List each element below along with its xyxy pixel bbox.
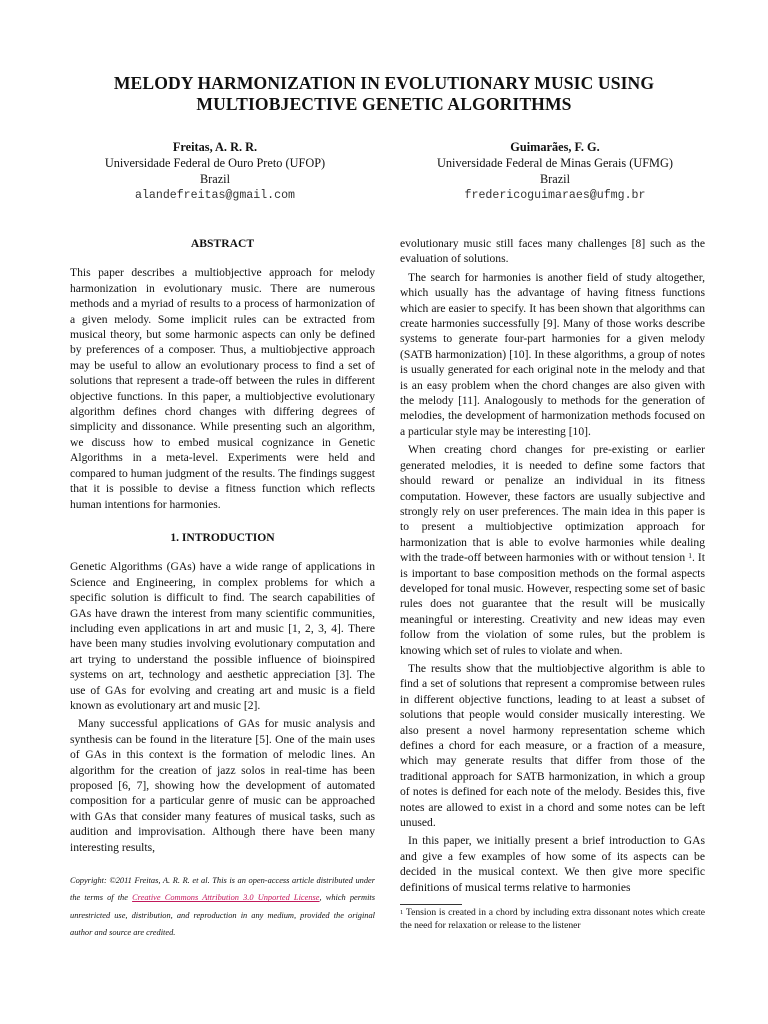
intro-paragraph-1: Genetic Algorithms (GAs) have a wide range of applications in Science and Engineering, in complex problems for which a specific solution is difficult to find. The search capabilities of GAs have drawn the interest from many scientific communities, including even applications in art and music [1, 2, 3, 4]. There have been many studies involving evolutionary computation and art trying to understand the possible influence of bioinspired systems on art, technology and aesthetic appreciation [3]. The use of GAs for evolving and creating art and music is a field known as evolutionary art and music [2]. <box>70 560 375 712</box>
author-name: Freitas, A. R. R. <box>172 140 258 154</box>
copyright-prefix: Copyright: ©2011 Freitas, A. R. R. et al. This is an open-access article distributed under the terms of the <box>70 876 375 903</box>
body-paragraph-3-part-b: . It is important to base composition methods on the formal aspects developed for tonal music. However, respecting some set of basic rules does not guarantee that the result will be musically meaningful or interesting. Creativity and new ideas may even follow from the violation of some rules, but the problem is knowing which set of rules to violate and when. <box>400 551 705 657</box>
author-affiliation: Universidade Federal de Minas Gerais (UFMG) <box>437 156 673 171</box>
copyright-notice <box>70 872 375 942</box>
author-block-1 <box>70 139 360 204</box>
author-email: alandefreitas@gmail.com <box>134 188 296 202</box>
body-paragraph-5: In this paper, we initially present a brief introduction to GAs and give a few examples of how some of its aspects can be decided in the musical context. We then give more specific definitions of musical terms relative to harmonies <box>400 834 705 894</box>
footnote-reference[interactable]: 1 <box>688 551 692 561</box>
author-affiliation: Universidade Federal de Ouro Preto (UFOP) <box>104 156 326 171</box>
author-country: Brazil <box>539 172 571 187</box>
body-paragraph-2: The search for harmonies is another field of study altogether, which usually has the advantage of having fitness functions which are easier to specify. It has been shown that algorithms can create harmonies successfully [9]. Many of those works describe systems to generate four-part harmonies for a given melody (SATB harmonization) [10]. In these algorithms, a group of notes is usually generated for each original note in the melody and that is an easy problem when the chord changes are also given with the melody [11]. Analogously to methods for the generation of melodies, the development of harmonization methods focused on a particular style may be interesting [10]. <box>400 270 705 438</box>
author-country: Brazil <box>199 172 231 187</box>
footnote <box>400 907 705 932</box>
abstract-text: This paper describes a multiobjective approach for melody harmonization in evolutionary music. There are numerous methods and a myriad of results to a process of harmonization of a given melody. Some implicit rules can be extracted from musical theory, but some harmonic aspects can only be defined by preferences of a composer. Thus, a multiobjective approach may be useful to allow an evolutionary process to find a set of solutions that represent a trade-off between the rules in different objective functions. In this paper, a multiobjective evolutionary algorithm defines chord changes with differing degrees of simplicity and dissonance. While presenting such an algorithm, we discuss how to embed musical cognizance in Genetic Algorithms in a meta-level. Experiments were held and compared to human judgment of the results. The findings suggest that it is possible to devise a fitness function which reflects human intentions for harmonies. <box>70 266 375 511</box>
footnote-mark: 1 <box>400 909 404 916</box>
paper-title <box>60 73 708 115</box>
author-block-2 <box>410 139 700 204</box>
author-email: fredericoguimaraes@ufmg.br <box>464 188 646 202</box>
abstract-heading: ABSTRACT <box>190 237 255 250</box>
left-column <box>70 236 375 858</box>
title-line-2: MULTIOBJECTIVE GENETIC ALGORITHMS <box>196 94 572 114</box>
body-paragraph-4: The results show that the multiobjective algorithm is able to find a set of solutions that represent a compromise between rules in different objective functions, leading to at least a subset of solutions that people would consider musically interesting. We also present a novel harmony representation scheme which defines a chord for each measure, or a fraction of a measure, which may generate results that differ from those of the traditional approach for SATB harmonization, in which a group of notes is defined for each note of the melody. Besides this, five notes are allowed to exist in a chord and some notes can be left unused. <box>400 661 705 830</box>
title-line-1: MELODY HARMONIZATION IN EVOLUTIONARY MUSIC USING <box>113 73 655 93</box>
body-paragraph-3-part-a: When creating chord changes for pre-existing or earlier generated melodies, it is needed to define some factors that should reward or penalize an individual in its fitness computation. However, these factors are usually subjective and strongly rely on user preferences. The main idea in this paper is to present a multiobjective optimization approach for harmonization that is able to evolve harmonies while dealing with the trade-off between harmonies with or without tension <box>400 443 705 565</box>
footnote-text: Tension is created in a chord by including extra dissonant notes which create the need for relaxation or release to the listener <box>400 907 706 931</box>
body-paragraph-1: evolutionary music still faces many challenges [8] such as the evaluation of solutions. <box>400 237 705 266</box>
license-link[interactable]: Creative Commons Attribution 3.0 Unported License <box>132 893 320 903</box>
copyright-suffix: , which permits unrestricted use, distribution, and reproduction in any medium, provided the original author and source are credited. <box>70 893 375 938</box>
intro-heading: 1. INTRODUCTION <box>170 530 275 544</box>
right-column <box>400 236 705 898</box>
footnote-rule <box>400 904 462 905</box>
intro-paragraph-2: Many successful applications of GAs for music analysis and synthesis can be found in the literature [5]. One of the main uses of GAs in this context is the formation of melodic lines. An algorithm for the creation of jazz solos in real-time has been proposed [6, 7], showing how the development of automated composition for a particular genre of music can be approached with GAs that consider many features of musical tasks, such as audition and improvisation. Although there have been many interesting results, <box>70 717 375 854</box>
author-name: Guimarães, F. G. <box>510 140 600 154</box>
body-paragraph-3 <box>400 442 705 658</box>
